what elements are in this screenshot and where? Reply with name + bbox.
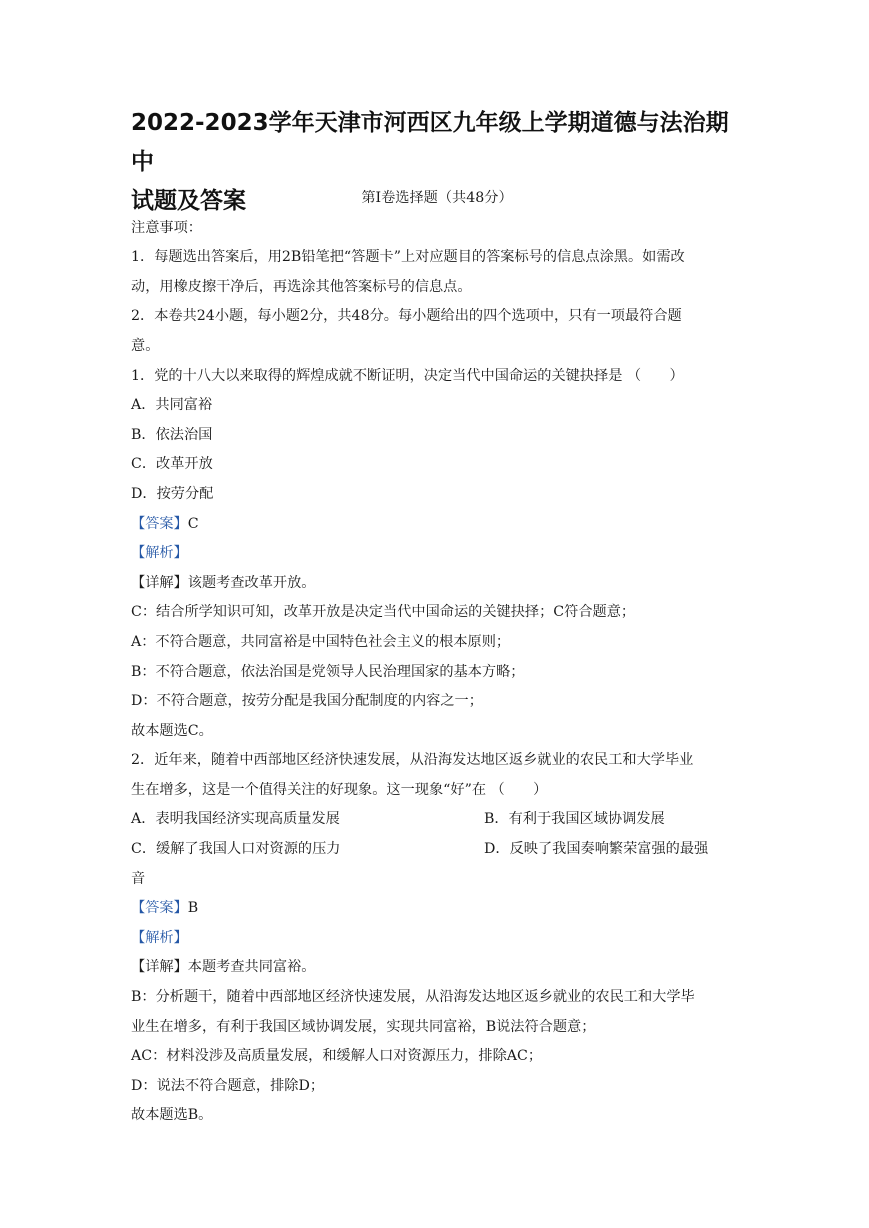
q2-option-c: C．缓解了我国人口对资源的压力 (131, 841, 341, 858)
q1-conclusion: 故本题选C。 (131, 722, 213, 739)
q1-stem: 1．党的十八大以来取得的辉煌成就不断证明，决定当代中国命运的关键抉择是 （ ） (131, 367, 684, 384)
q2-detail-label: 【详解】 (131, 959, 188, 976)
q1-detail (131, 569, 751, 599)
q2-options-row-1 (131, 805, 751, 835)
document-body (131, 184, 751, 1131)
q2-option-d-continuation: 音 (131, 870, 146, 887)
q1-detail-text: 该题考查改革开放。 (187, 574, 316, 591)
title-line-1: 2022-2023学年天津市河西区九年级上学期道德与法治期中 (131, 110, 729, 175)
note-line: 动，用橡皮擦干净后，再选涂其他答案标号的信息点。 (131, 278, 472, 295)
note-line: 1．每题选出答案后，用2B铅笔把“答题卡”上对应题目的答案标号的信息点涂黑。如需改 (131, 249, 685, 266)
q2-stem-line-2: 生在增多，这是一个值得关注的好现象。这一现象“好”在 （ ） (131, 781, 548, 798)
q1-option-a: A．共同富裕 (131, 397, 213, 414)
q2-explanation: B：分析题干，随着中西部地区经济快速发展，从沿海发达地区返乡就业的农民工和大学毕 (131, 989, 695, 1006)
q2-explanation: 业生在增多，有利于我国区域协调发展，实现共同富裕，B说法符合题意； (131, 1018, 596, 1035)
q1-detail-label: 【详解】 (131, 574, 188, 591)
title-line-2: 试题及答案 (131, 188, 246, 214)
q2-detail-text: 本题考查共同富裕。 (187, 959, 316, 976)
q2-conclusion: 故本题选B。 (131, 1107, 213, 1124)
q2-option-a: A．表明我国经济实现高质量发展 (131, 811, 340, 828)
q1-explanation: C：结合所学知识可知，改革开放是决定当代中国命运的关键抉择；C符合题意； (131, 604, 636, 621)
q1-answer (131, 510, 751, 540)
q2-detail (131, 953, 751, 983)
q1-explanation: B：不符合题意，依法治国是党领导人民治理国家的基本方略； (131, 663, 525, 680)
q2-answer-value: B (187, 900, 199, 917)
note-line: 意。 (131, 337, 160, 354)
q1-option-c: C．改革开放 (131, 456, 213, 473)
notes-heading: 注意事项： (131, 219, 202, 236)
q2-option-b: B．有利于我国区域协调发展 (484, 811, 665, 828)
q2-analysis-label: 【解析】 (131, 929, 188, 946)
q2-option-d: D．反映了我国奏响繁荣富强的最强 (484, 841, 709, 858)
q1-answer-value: C (187, 515, 199, 532)
q2-explanation: D：说法不符合题意，排除D； (131, 1077, 325, 1094)
section-heading: 第Ⅰ卷选择题（共48分） (361, 190, 513, 206)
q2-answer (131, 894, 751, 924)
q1-explanation: A：不符合题意，共同富裕是中国特色社会主义的根本原则； (131, 633, 511, 650)
q2-answer-label: 【答案】 (131, 900, 188, 917)
q2-options-row-2 (131, 835, 751, 865)
q1-explanation: D：不符合题意，按劳分配是我国分配制度的内容之一； (131, 693, 483, 710)
q1-option-b: B．依法治国 (131, 426, 213, 443)
q1-option-d: D．按劳分配 (131, 485, 214, 502)
q1-analysis-label: 【解析】 (131, 545, 188, 562)
q1-answer-label: 【答案】 (131, 515, 188, 532)
note-line: 2．本卷共24小题，每小题2分，共48分。每小题给出的四个选项中，只有一项最符合题 (131, 308, 682, 325)
q2-stem-line-1: 2．近年来，随着中西部地区经济快速发展，从沿海发达地区返乡就业的农民工和大学毕业 (131, 752, 694, 769)
q2-explanation: AC：材料没涉及高质量发展，和缓解人口对资源压力，排除AC； (131, 1048, 543, 1065)
